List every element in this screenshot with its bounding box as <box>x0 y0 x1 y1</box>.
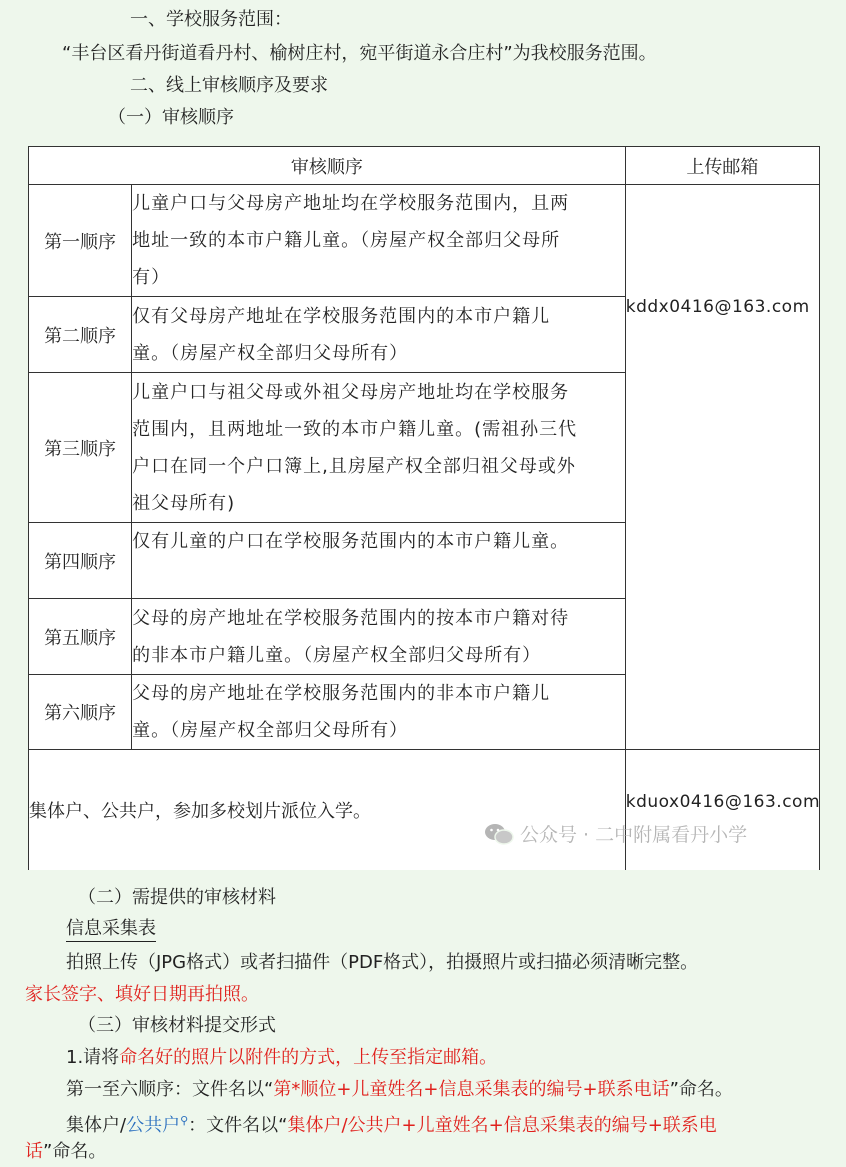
upload-email[interactable]: kduox0416@163.com <box>625 792 821 812</box>
desc-line: 的非本市户籍儿童。（房屋产权全部归父母所有） <box>132 644 542 666</box>
order-description <box>132 185 626 297</box>
highlight-text: 命名好的照片以附件的方式，上传至指定邮箱。 <box>119 1047 498 1068</box>
highlight-text: 话 <box>25 1141 43 1162</box>
materials-text: 拍照上传（JPG格式）或者扫描件（PDF格式），拍摄照片或扫描必须清晰完整。 <box>66 952 699 973</box>
materials-note: 家长签字、填好日期再拍照。 <box>25 984 259 1005</box>
upload-email[interactable]: kddx0416@163.com <box>625 297 810 317</box>
subheading-materials: （二）需提供的审核材料 <box>78 887 276 908</box>
text: ：文件名以“ <box>188 1115 288 1136</box>
form-title <box>66 917 156 941</box>
form-title-text: 信息采集表 <box>66 918 156 942</box>
subheading-submit: （三）审核材料提交形式 <box>78 1015 276 1036</box>
text: 1.请将 <box>66 1047 120 1068</box>
header-upload-email: 上传邮箱 <box>625 147 819 185</box>
order-cell: 第四顺序 <box>29 523 132 599</box>
desc-line: 儿童户口与父母房产地址均在学校服务范围内，且两 <box>132 193 570 214</box>
desc-line: 范围内，且两地址一致的本市户籍儿童。(需祖孙三代 <box>132 418 578 440</box>
wechat-icon <box>484 822 514 846</box>
text: 集体户/ <box>66 1115 127 1136</box>
order-cell: 第五顺序 <box>29 599 132 675</box>
order-cell: 第三顺序 <box>29 373 132 523</box>
desc-line: 父母的房产地址在学校服务范围内的非本市户籍儿 <box>132 683 551 704</box>
public-household-link[interactable]: 公共户 <box>126 1115 181 1136</box>
desc-line: 童。（房屋产权全部归父母所有） <box>132 720 409 741</box>
subheading-review-order: （一）审核顺序 <box>108 107 234 128</box>
upload-email-cell <box>625 185 819 750</box>
watermark <box>484 820 747 847</box>
table-row <box>29 185 820 297</box>
text: 第一至六顺序：文件名以“ <box>66 1079 274 1100</box>
desc-line: 仅有父母房产地址在学校服务范围内的本市户籍儿 <box>132 305 551 327</box>
order-cell: 第一顺序 <box>29 185 132 297</box>
desc-line: 童。（房屋产权全部归父母所有） <box>132 342 409 364</box>
order-description <box>132 297 626 373</box>
submit-rule-3-continued <box>25 1140 106 1164</box>
watermark-text: 公众号 · 二中附属看丹小学 <box>520 824 748 846</box>
review-order-table <box>28 146 820 870</box>
section-heading-service-area: 一、学校服务范围： <box>130 9 292 30</box>
desc-line: 有） <box>132 267 171 288</box>
desc-line: 父母的房产地址在学校服务范围内的按本市户籍对待 <box>132 607 570 629</box>
highlight-text: 集体户/公共户+儿童姓名+信息采集表的编号+联系电 <box>287 1115 717 1136</box>
search-icon[interactable]: ⚲ <box>180 1114 189 1127</box>
order-cell: 第六顺序 <box>29 675 132 750</box>
highlight-text: 第*顺位+儿童姓名+信息采集表的编号+联系电话 <box>273 1079 670 1100</box>
table-row <box>29 750 820 870</box>
desc-line: 地址一致的本市户籍儿童。（房屋产权全部归父母所 <box>132 230 561 251</box>
section-heading-online-review: 二、线上审核顺序及要求 <box>130 75 328 96</box>
desc-line: 儿童户口与祖父母或外祖父母房产地址均在学校服务 <box>132 381 570 403</box>
upload-email-cell <box>625 750 819 870</box>
order-description <box>132 373 626 523</box>
order-description <box>132 675 626 750</box>
collective-household-text: 集体户、公共户，参加多校划片派位入学。 <box>29 750 626 870</box>
table-header-row <box>29 147 820 185</box>
desc-line: 户口在同一个户口簿上,且房屋产权全部归祖父母或外 <box>132 455 576 477</box>
order-cell: 第二顺序 <box>29 297 132 373</box>
text: ”命名。 <box>43 1141 107 1162</box>
submit-rule-3 <box>66 1109 717 1138</box>
text: ”命名。 <box>669 1079 733 1100</box>
header-review-order: 审核顺序 <box>29 147 626 185</box>
service-area-text: “丰台区看丹街道看丹村、榆树庄村，宛平街道永合庄村”为我校服务范围。 <box>62 43 657 64</box>
order-description <box>132 523 626 599</box>
submit-rule-1 <box>66 1046 497 1070</box>
desc-line: 祖父母所有) <box>132 492 236 514</box>
submit-rule-2 <box>66 1078 733 1102</box>
order-description <box>132 599 626 675</box>
desc-line: 仅有儿童的户口在学校服务范围内的本市户籍儿童。 <box>132 531 570 552</box>
